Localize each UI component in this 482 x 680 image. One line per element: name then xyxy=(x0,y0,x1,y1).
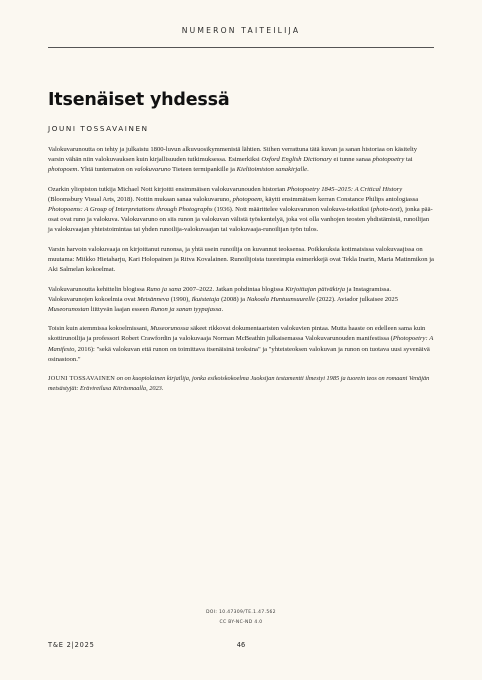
text-run: (Bloomsbury Visual Arts, 2018). Nottin mukaan sanaa valokuvaruno, xyxy=(48,195,233,203)
text-run: Valokuvarunoutta kehittelin blogissa xyxy=(48,285,147,293)
text-run: . xyxy=(221,305,224,313)
text-run: Nakoala Huntuunsuurelle xyxy=(246,295,315,303)
text-run: (2008) ja xyxy=(219,295,247,303)
text-run: Oxford English Dictionary xyxy=(261,156,332,164)
text-run: Tieteen termipankille ja xyxy=(170,166,237,174)
article-title: Itsenäiset yhdessä xyxy=(48,90,230,110)
author-bio xyxy=(48,374,434,393)
paragraph xyxy=(48,145,434,175)
text-run: Runon ja sanan tyypajassa xyxy=(150,305,222,313)
text-run: Photopoetry: A Manifesto xyxy=(48,335,434,353)
text-run: . xyxy=(307,166,309,174)
license-text: CC BY-NC-ND 4.0 xyxy=(219,620,263,625)
paragraph xyxy=(48,245,434,275)
text-run: liittyvän laajan esseen xyxy=(89,305,151,313)
text-run: Museorunossa xyxy=(150,325,189,333)
text-run: JOUNI TOSSAVAINEN xyxy=(48,375,116,383)
text-run: säkeet rikkovat dokumentaaristen valokuvien pintaa. Mutta haaste on edelleen sama kuin skottirunoilija ja professori Robert Crawfordin ja valokuvaaja Norman McBeathin julkaisemassa Valokuvarunouden manifestissa ( xyxy=(48,325,426,343)
doi-text: DOI: 10.47309/TE.1.47.562 xyxy=(206,610,276,615)
text-run: Museorunostan xyxy=(48,305,90,313)
text-run: Runo ja sana xyxy=(146,285,182,293)
text-run: Photopoetry 1845–2015: A Critical History xyxy=(286,185,403,193)
text-run: Ozarkin yliopiston tutkija Michael Nott kirjoitti ensimmäisen valokuvarunouden historian xyxy=(48,185,287,193)
article-author: JOUNI TOSSAVAINEN xyxy=(48,124,149,133)
journal-issue: T&E 2|2025 xyxy=(48,641,95,649)
text-run: Kielitoimiston sanakirjalle xyxy=(236,166,308,174)
text-run: on on kuopiolainen kirjailija, jonka esikoiskokoelma Juoksijan testamentti ilmestyi 1985 ja tuorein teos on romaani Venäjän metsästyjät: Erävireilusa Kiiräsmaalla, 2023. xyxy=(48,375,430,392)
text-run: (2022). Aviador julkaisee 2025 xyxy=(314,295,398,303)
text-run: photo-text xyxy=(372,205,400,213)
text-run: Toisin kuin aiemmissa kokoelmissani, xyxy=(48,325,151,333)
text-run: photopoem xyxy=(48,166,78,174)
paragraph xyxy=(48,324,434,364)
paragraph xyxy=(48,185,434,235)
text-run: tai xyxy=(404,156,413,164)
section-header: NUMERON TAITEILIJA xyxy=(181,26,301,35)
text-run: (1936). Nott määrittelee valokuvarunon valokuva-tekstiksi ( xyxy=(212,205,373,213)
text-run: ), jonka pääosat ovat runo ja valokuva. Valokuvaruno on siis runon ja valokuvan välistä työskentelyä, joka voi olla vanhojen teosten yhdistämistä, runoilijan ja valokuvaajan yhteistoimintaa tai yhden runoilija-valokuvaajan tai valokuvaaja-runoilijan työn tulos. xyxy=(48,205,433,234)
text-run: ja Instagramissa. Valokuvarunojen kokoelmia ovat xyxy=(48,285,392,303)
text-run: Photopoems: A Group of Interpretations through Photographs xyxy=(48,205,213,213)
text-run: ei tunne sanaa xyxy=(331,156,373,164)
header-rule xyxy=(48,47,434,48)
text-run: photopoem xyxy=(232,195,262,203)
text-run: (1990), xyxy=(169,295,192,303)
text-run: photopoetry xyxy=(372,156,405,164)
text-run: 2007–2022. Jatkan pohdintaa blogissa xyxy=(181,285,286,293)
text-run: , käytti ensimmäisen kerran Constance Philips antologiassa xyxy=(261,195,419,203)
paragraph xyxy=(48,285,434,315)
page-number: 46 xyxy=(236,641,246,649)
text-run: Valokuvarunoutta on tehty ja julkaistu 1800-luvun alkuvuosikymmenistä lähtien. Siihen verrattuna tätä kuvan ja sanan historiaa on käsitelty varsin vähän niin valokuvauksen kuin kirjallisuuden tutkimuksessa. Esimerkiksi xyxy=(48,146,417,164)
text-run: . Yhtä tuntematon on xyxy=(77,166,135,174)
text-run: valokuvaruno xyxy=(134,166,171,174)
text-run: Ikuistetaja xyxy=(191,295,220,303)
article-body xyxy=(48,145,434,403)
text-run: Kirjoittajan päiväkirja xyxy=(285,285,346,293)
text-run: , 2016): "sekä valokuvan että runon on toimittava itsenäisinä teoksina" ja "yhteisteoksen valokuvan ja runon on tuotava uusi syvenäivä osinastoon." xyxy=(48,345,430,363)
text-run: Metsänneva xyxy=(137,295,170,303)
text-run: Varsin harvoin valokuvaaja on kirjoittanut runonsa, ja yhtä usein runoilija on kuvannut teoksensa. Poikkeuksia kotimaisissa valokuvaajissa on muutama: Miikko Hietaharju, Kari Holopainen ja Ritva Kovalainen. Runoilijoista tuoreimpia esimerkkejä ovat Tekla Inarin, Maria Matinmikon ja Aki Salmelan kokoelmat. xyxy=(48,245,434,273)
